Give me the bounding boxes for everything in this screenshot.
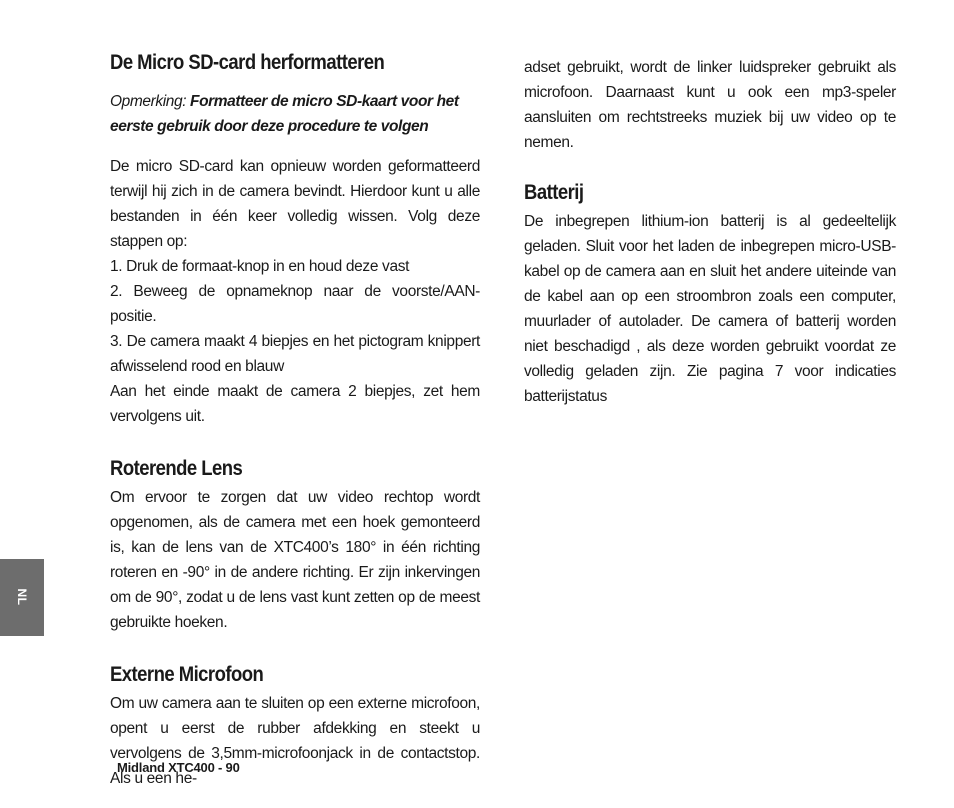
external-mic-body: Om uw camera aan te sluiten op een externe microfoon, opent u eerst de rubber afdekking en steekt u vervolgens de 3,5mm-microfoonjack in de contactstop. Als u een he-	[110, 695, 480, 787]
heading-external-mic: Externe Microfoon	[110, 663, 264, 686]
language-tab	[0, 559, 44, 636]
battery-body: De inbegrepen lithium-ion batterij is al gedeeltelijk geladen. Sluit voor het laden de inbegrepen micro-USB-kabel op de camera aan en sluit het andere uiteinde van de kabel aan op een stroombron zoals een computer, muurlader of autolader. De camera of batterij worden niet beschadigd , als deze worden gebruikt voordat ze volledig geladen zijn. Zie pagina 7 voor indicaties batterijstatus	[524, 213, 896, 405]
heading-rotating-lens: Roterende Lens	[110, 457, 243, 480]
right-column	[524, 55, 896, 409]
heading-battery: Batterij	[524, 181, 584, 204]
page-footer: Midland XTC400 - 90	[117, 760, 240, 775]
step-1: 1. Druk de formaat-knop in en houd deze vast	[110, 258, 410, 275]
sd-format-intro: De micro SD-card kan opnieuw worden geformatteerd terwijl hij zich in de camera bevindt. Hierdoor kunt u alle bestanden in één keer volledig wissen. Volg deze stappen op:	[110, 158, 480, 250]
left-column	[110, 50, 480, 791]
step-3: 3. De camera maakt 4 biepjes en het pictogram knippert afwisselend rood en blauw	[110, 333, 480, 375]
language-tab-label: NL	[15, 588, 29, 606]
step-2: 2. Beweeg de opnameknop naar de voorste/AAN-positie.	[110, 283, 480, 325]
rotating-lens-body: Om ervoor te zorgen dat uw video rechtop wordt opgenomen, als de camera met een hoek gemonteerd is, kan de lens van de XTC400’s 180° in één richting roteren en -90° in de andere richting. Er zijn inkervingen om de 90°, zodat u de lens vast kunt zetten op de meest gebruikte hoeken.	[110, 489, 480, 631]
note-label: Opmerking:	[110, 93, 191, 110]
sd-format-outro: Aan het einde maakt de camera 2 biepjes, zet hem vervolgens uit.	[110, 383, 480, 425]
heading-sd-format: De Micro SD-card herformatteren	[110, 51, 385, 74]
external-mic-continuation: adset gebruikt, wordt de linker luidspreker gebruikt als microfoon. Daarnaast kunt u ook een mp3-speler aansluiten om rechtstreeks muziek bij uw video op te nemen.	[524, 59, 896, 151]
format-note	[110, 89, 480, 139]
note-text: Formatteer de micro SD-kaart voor het eerste gebruik door deze procedure te volgen	[110, 93, 459, 135]
